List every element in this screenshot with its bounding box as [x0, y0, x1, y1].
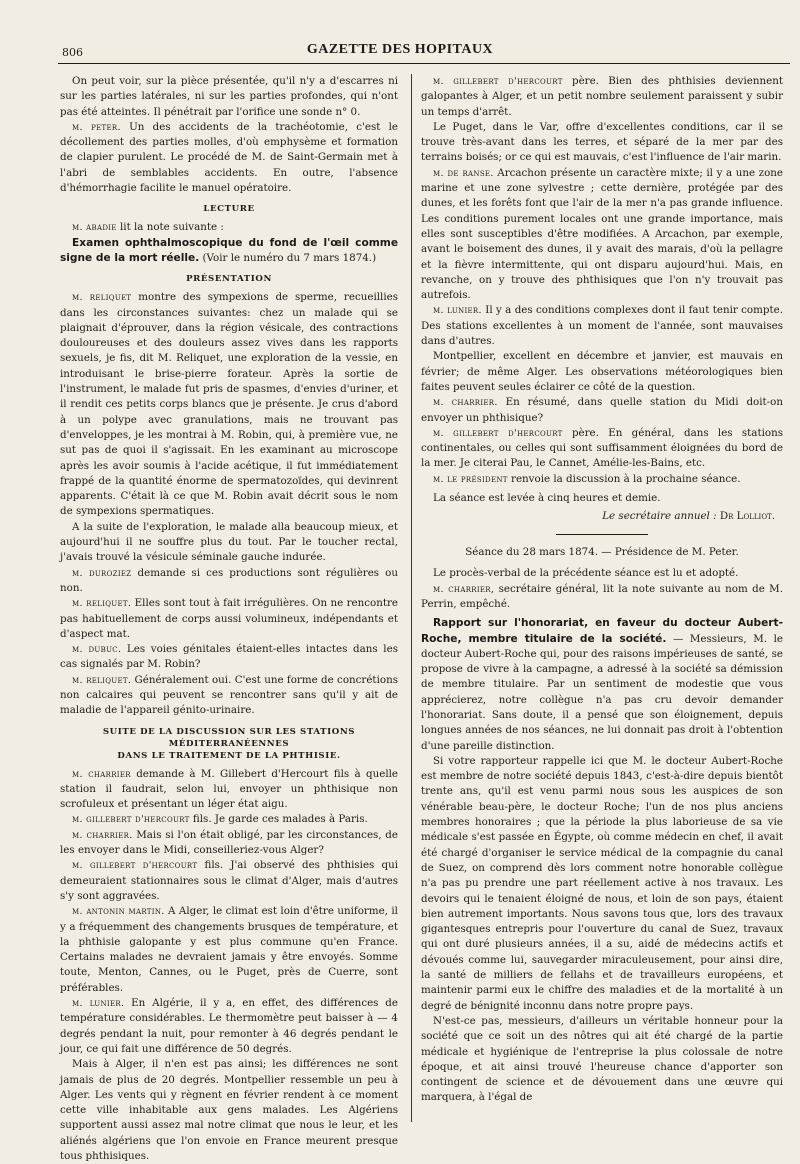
speaker: m. charrier,	[433, 583, 495, 595]
journal-title: GAZETTE DES HOPITAUX	[306, 42, 494, 57]
page-number: 806	[62, 46, 83, 59]
speaker: m. de ranse.	[433, 167, 494, 179]
speaker: m. charrier.	[72, 829, 133, 841]
paragraph: Montpellier, excellent en décembre et janvier, est mauvais en février; de même Alger. Les observations météorologiques bien faites peuvent seules éclairer ce côté de la question.	[421, 350, 783, 393]
signature	[421, 509, 775, 524]
speaker: m. gillebert d'hercourt	[72, 814, 190, 826]
section-heading-presentation: PRÉSENTATION	[186, 274, 272, 285]
speaker: m. charrier.	[433, 397, 498, 409]
signature-name: Dr Lolliot.	[719, 510, 775, 523]
separator-rule	[556, 534, 648, 535]
page-header	[0, 0, 800, 72]
speaker: m. lunier.	[72, 998, 125, 1010]
speaker: m. gillebert d'hercourt	[433, 76, 563, 87]
paragraph: m. de ranse. Arcachon présente un caractère mixte; il y a une zone marine et une zone sylvestre ; cette dernière, protégée par des dunes, et les forêts font que l'air de la mer n'a pas grande influence. Les conditions purement locales ont une grande importance, mais elles sont susceptibles d'être modifiées. A Arcachon, par exemple, avant le boisement des dunes, il y avait des marais, d'où la pellagre et la fièvre intermittente, qui ont disparu aujourd'hui. Mais, en revanche, on y trouve des phthisiques que l'on n'y trouvait pas autrefois.	[421, 166, 783, 302]
section-heading-suite	[60, 726, 398, 762]
seance-heading: Séance du 28 mars 1874. — Présidence de M. Peter.	[465, 546, 739, 559]
paragraph: m. abadie lit la note suivante :	[72, 221, 224, 234]
paragraph: Mais à Alger, il n'en est pas ainsi; les différences ne sont jamais de plus de 20 degrés. Montpellier ressemble un peu à Alger. Les vents qui y règnent en février rendent à ce moment cette ville inhabitable aux gens malades. Les Algériens supportent aussi assez mal notre climat que nous le leur, et les aliénés algériens que l'on envoie en France meurent presque tous phthisiques.	[60, 1058, 398, 1162]
paragraph: m. dubuc. Les voies génitales étaient-elles intactes dans les cas signalés par M. Robin?	[60, 643, 398, 671]
right-column	[421, 74, 783, 1124]
paragraph: m. gillebert d'hercourt père. Bien des phthisies deviennent galopantes à Alger, et un petit nombre seulement paraissent y subir un temps d'arrêt.	[421, 75, 783, 118]
speaker: m. gillebert d'hercourt	[72, 860, 198, 872]
section-heading-lecture: LECTURE	[203, 204, 255, 215]
speaker: m. gillebert d'hercourt	[433, 427, 563, 439]
paragraph: m. charrier. En résumé, dans quelle station du Midi doit-on envoyer un phthisique?	[421, 396, 783, 424]
paragraph: m. gillebert d'hercourt père. En général, dans les stations continentales, ou celles qui sont suffisamment éloignées du bord de la mer. Je citerai Pau, le Cannet, Amélie-les-Bains, etc.	[421, 426, 783, 470]
paragraph: m. gillebert d'hercourt fils. Je garde ces malades à Paris.	[72, 813, 368, 826]
paragraph: m. duroziez demande si ces productions sont régulières ou non.	[60, 566, 398, 594]
paragraph: m. peter. Un des accidents de la trachéotomie, c'est le décollement des parties molles, d'où emphysème et formation de clapier purulent. Le procédé de M. de Saint-Germain met à l'abri de semblables accidents. En outre, l'absence d'hémorrhagie facilite le manuel opératoire.	[60, 120, 399, 195]
paragraph: m. le président renvoie la discussion à la prochaine séance.	[433, 472, 741, 485]
paragraph: m. charrier. Mais si l'on était obligé, par les circonstances, de les envoyer dans le Midi, conseilleriez-vous Alger?	[60, 828, 398, 857]
article-title: Examen ophthalmoscopique du fond de l'œil comme signe de la mort réelle. (Voir le numéro du 7 mars 1874.)	[60, 236, 398, 264]
column-divider	[411, 74, 412, 1122]
speaker: m. duroziez	[72, 567, 132, 579]
paragraph: m. antonin martin. A Alger, le climat est loin d'être uniforme, il y a fréquemment des changements brusques de température, et la phthisie galopante y est plus commune qu'en France. Certains malades ne devraient jamais y être envoyés. Somme toute, Menton, Cannes, ou le Puget, près de Cuerre, sont préférables.	[60, 905, 398, 994]
paragraph: m. gillebert d'hercourt fils. J'ai observé des phthisies qui demeuraient stationnaires sous le climat d'Alger, mais d'autres s'y sont aggravées.	[60, 859, 398, 902]
speaker: m. antonin martin.	[72, 906, 165, 918]
paragraph: m. reliquet. Généralement oui. C'est une forme de concrétions non calcaires qui peuvent se rencontrer sans qu'il y ait de maladie de l'appareil génito-urinaire.	[60, 673, 398, 717]
signature-role: Le secrétaire annuel :	[602, 510, 717, 523]
article-title: Rapport sur l'honorariat, en faveur du docteur Aubert-Roche, membre titulaire de la société. — Messieurs, M. le docteur Aubert-Roche qui, pour des raisons impérieuses de santé, se propose de vivre à la campagne, a adressé à la société sa démission de membre titulaire. Par un sentiment de modestie que vous apprécierez, notre collègue n'a pas cru devoir demander l'honorariat. Sans doute, il a pensé que son éloignement, depuis longues années de nos séances, ne lui donnait pas droit à l'obtention d'une pareille distinction.	[421, 617, 783, 752]
paragraph: m. lunier. En Algérie, il y a, en effet, des différences de température considérables. Le thermomètre peut baisser à — 4 degrés pendant la nuit, pour remonter à 46 degrés pendant le jour, ce qui fait une différence de 50 degrés.	[60, 997, 398, 1055]
speaker: m. abadie	[72, 222, 117, 234]
speaker: m. peter.	[72, 121, 121, 133]
paragraph: Le procès-verbal de la précédente séance est lu et adopté.	[433, 567, 739, 580]
speaker: m. lunier.	[433, 305, 482, 317]
header-rule	[58, 63, 790, 64]
paragraph: m. reliquet. Elles sont tout à fait irrégulières. On ne rencontre pas habituellement de corps aussi volumineux, indépendants et d'aspect mat.	[60, 597, 398, 640]
closing-line: La séance est levée à cinq heures et demie.	[433, 492, 661, 505]
speaker: m. reliquet.	[72, 674, 132, 686]
paragraph: m. reliquet montre des sympexions de sperme, recueillies dans les circonstances suivantes: chez un malade qui se plaignait d'éprouver, dans la région vésicale, des contractions douloureuses et des douleurs assez vives dans les rapports sexuels, je fis, dit M. Reliquet, une exploration de la vessie, en introduisant le brise-pierre forateur. Après la sortie de l'instrument, le malade fut pris de spasmes, d'envies d'uriner, et il rendit ces petits corps blancs que je présente. Je crus d'abord à un polype avec granulations, mais ne trouvant pas d'enveloppes, je les montrai à M. Robin, qui, à première vue, ne sut pas de quoi il s'agissait. En les examinant au microscope après les avoir soumis à l'acide acétique, il fut immédiatement frappé de la quantité énorme de spermatozoïdes, qui devinrent apparents. C'était là ce que M. Robin avait décrit sous le nom de sympexions spermatiques.	[60, 291, 398, 518]
paragraph: Le Puget, dans le Var, offre d'excellentes conditions, car il se trouve très-avant dans les terres, et séparé de la mer par des terrains boisés; or ce qui est mauvais, c'est l'influence de l'air marin.	[421, 120, 783, 164]
paragraph: m. charrier, secrétaire général, lit la note suivante au nom de M. Perrin, empêché.	[421, 582, 783, 610]
speaker: m. reliquet	[72, 292, 132, 304]
speaker: m. reliquet.	[72, 598, 132, 610]
paragraph: N'est-ce pas, messieurs, d'ailleurs un véritable honneur pour la société que ce soit un des nôtres qui ait été chargé de la partie médicale et hygiénique de l'entreprise la plus colossale de notre époque, et ait ainsi trouvé l'heureuse chance d'apporter son contingent de science et de dévouement dans une œuvre qui marquera, à l'égal de	[421, 1014, 783, 1104]
heading-line: SUITE DE LA DISCUSSION SUR LES STATIONS MÉDITERRANÉENNES	[102, 726, 356, 749]
paragraph: Si votre rapporteur rappelle ici que M. le docteur Aubert-Roche est membre de notre société depuis 1843, c'est-à-dire depuis bientôt trente ans, qu'il est venu parmi nous sous les auspices de son vénérable beau-père, le docteur Roche; l'un de nos plus anciens membres honoraires ; que la période la plus laborieuse de sa vie médicale s'est passée en Égypte, où comme médecin en chef, il avait été chargé d'organiser le service médical de la compagnie du canal de Suez, on comprend dès lors comment notre honorable collègue n'a pas pu prendre une part réellement active à nos travaux. Les devoirs qui le tenaient éloigné de nous, et loin de son pays, étaient bien autrement importants. Nous savons tous que, lors des travaux gigantesques entrepris pour l'ouverture du canal de Suez, travaux qui ont duré plusieurs années, il a su, aidé de médecins actifs et dévoués comme lui, sauvegarder miraculeusement, pour ainsi dire, la santé de milliers de fellahs et de travailleurs européens, et maintenir parmi eux le chiffre des maladies et de la mortalité à un degré de bénignité inconnu dans notre propre pays.	[421, 754, 783, 1012]
heading-line: DANS LE TRAITEMENT DE LA PHTHISIE.	[117, 750, 341, 761]
speaker: m. charrier	[72, 768, 131, 780]
paragraph: On peut voir, sur la pièce présentée, qu'il n'y a d'escarres ni sur les parties latérales, ni sur les parties profondes, qui n'ont pas été atteintes. Il pénétrait par l'orifice une sonde n° 0.	[60, 75, 398, 118]
paragraph: A la suite de l'exploration, le malade alla beaucoup mieux, et aujourd'hui il ne souffre plus du tout. Par le toucher rectal, j'avais trouvé la vésicule séminale gauche indurée.	[60, 520, 398, 564]
speaker: m. dubuc.	[72, 644, 122, 656]
paragraph: m. charrier demande à M. Gillebert d'Hercourt fils à quelle station il faudrait, selon lui, envoyer un phthisique non scrofuleux et présentant un léger état aigu.	[60, 767, 398, 811]
paragraph: m. lunier. Il y a des conditions complexes dont il faut tenir compte. Des stations excellentes à un moment de l'année, sont mauvaises dans d'autres.	[421, 304, 783, 348]
left-column	[60, 74, 399, 1162]
speaker: m. le président	[433, 473, 508, 485]
